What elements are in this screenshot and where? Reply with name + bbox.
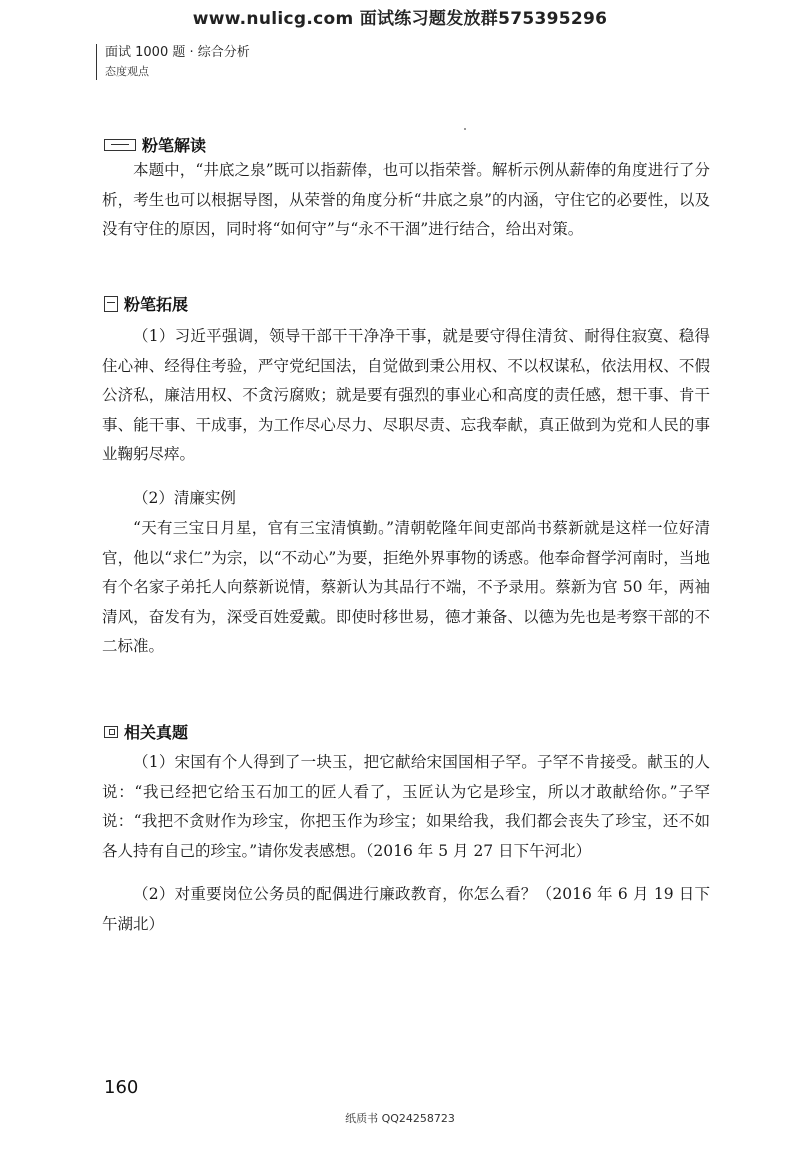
running-header (96, 44, 250, 80)
question-icon (104, 726, 118, 738)
watermark-banner: www.nulicg.com 面试练习题发放群575395296 (192, 9, 608, 29)
extension-paragraph-2: （2）清廉实例 (133, 489, 236, 507)
related-question-2: （2）对重要岗位公务员的配偶进行廉政教育，你怎么看？（2016 年 6 月 19 日下午湖北） (102, 885, 710, 933)
expand-icon (104, 296, 118, 312)
section-title-interpretation (104, 133, 206, 156)
book-title: 面试 1000 题 · 综合分析 (105, 45, 250, 60)
section-title-extension (104, 292, 188, 315)
extension-paragraph-3: “天有三宝日月星，官有三宝清慎勤。”清朝乾隆年间吏部尚书蔡新就是这样一位好清官，他以“求仁”为宗，以“不动心”为要，拒绝外界事物的诱惑。他奉命督学河南时，当地有个名家子弟托人向蔡新说情，蔡新认为其品行不端，不予录用。蔡新为官 50 年，两袖清风，奋发有为，深受百姓爱戴。即使时移世易，德才兼备、以德为先也是考察干部的不二标准。 (102, 519, 710, 655)
footer-note: 纸质书 QQ24258723 (345, 1112, 455, 1125)
section-title-text: 粉笔解读 (142, 136, 207, 155)
chapter-subtitle: 态度观点 (105, 65, 149, 78)
section-title-text: 相关真题 (124, 723, 189, 742)
related-question-1: （1）宋国有个人得到了一块玉，把它献给宋国国相子罕。子罕不肯接受。献玉的人说：“我已经把它给玉石加工的匠人看了，玉匠认为它是珍宝，所以才敢献给你。”子罕说：“我把不贪财作为珍宝，你把玉作为珍宝；如果给我，我们都会丧失了珍宝，还不如各人持有自己的珍宝。”请你发表感想。（2016 年 5 月 27 日下午河北） (102, 753, 710, 860)
book-icon (104, 139, 136, 151)
section-title-related (104, 720, 188, 743)
interpretation-paragraph: 本题中，“井底之泉”既可以指薪俸，也可以指荣誉。解析示例从薪俸的角度进行了分析，考生也可以根据导图，从荣誉的角度分析“井底之泉”的内涵，守住它的必要性，以及没有守住的原因，同时将“如何守”与“永不干涸”进行结合，给出对策。 (102, 161, 710, 238)
scan-speck (464, 128, 466, 130)
section-title-text: 粉笔拓展 (124, 295, 189, 314)
page-number: 160 (104, 1077, 139, 1098)
extension-paragraph-1: （1）习近平强调，领导干部干干净净干事，就是要守得住清贫、耐得住寂寞、稳得住心神、经得住考验，严守党纪国法，自觉做到秉公用权、不以权谋私，依法用权、不假公济私，廉洁用权、不贪污腐败；就是要有强烈的事业心和高度的责任感，想干事、肯干事、能干事、干成事，为工作尽心尽力、尽职尽责、忘我奉献，真正做到为党和人民的事业鞠躬尽瘁。 (102, 327, 710, 463)
